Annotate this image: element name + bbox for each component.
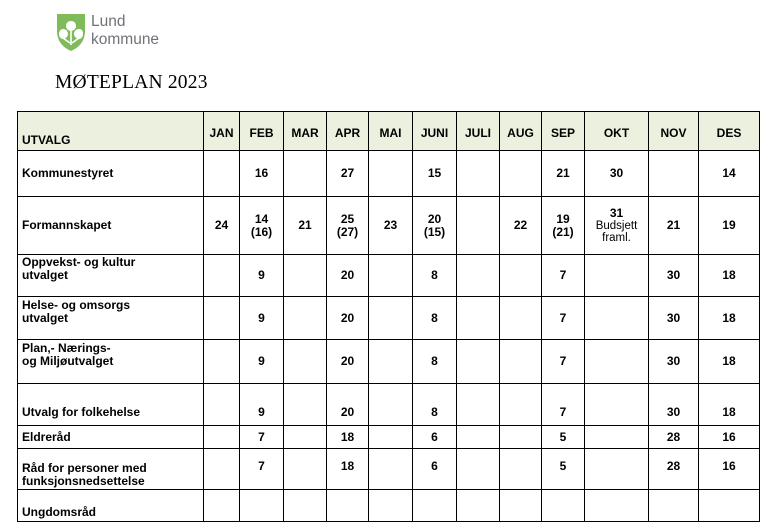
header-month: AUG	[500, 112, 542, 151]
meeting-date: 6	[413, 449, 457, 490]
committee-name	[18, 449, 204, 490]
meeting-date: 22	[500, 197, 542, 255]
meeting-date: 24	[204, 197, 240, 255]
meeting-date	[500, 490, 542, 522]
municipal-shield-icon	[54, 11, 88, 53]
committee-name: Ungdomsråd	[18, 490, 204, 522]
committee-name: Utvalg for folkehelse	[18, 384, 204, 426]
meeting-date	[649, 151, 699, 197]
meeting-date: 31	[609, 206, 624, 220]
meeting-date	[204, 490, 240, 522]
meeting-date: 7	[542, 297, 585, 340]
committee-name-line: utvalget	[22, 268, 69, 282]
meeting-date: 8	[413, 384, 457, 426]
meeting-date: 7	[542, 384, 585, 426]
logo-wordmark	[91, 13, 159, 49]
committee-name-line: og Miljøutvalget	[22, 354, 114, 368]
meeting-date: 6	[413, 426, 457, 449]
meeting-date	[585, 297, 649, 340]
table-row	[18, 255, 760, 297]
meeting-date: 16	[699, 449, 760, 490]
meeting-date: 8	[413, 255, 457, 297]
meeting-date	[284, 297, 327, 340]
meeting-date	[327, 490, 369, 522]
meeting-date: 20	[327, 297, 369, 340]
meeting-date: 19	[556, 211, 570, 226]
meeting-date	[457, 449, 500, 490]
meeting-date-cell	[413, 197, 457, 255]
header-utvalg: UTVALG	[18, 112, 204, 151]
committee-name-line: utvalget	[22, 311, 69, 325]
header-month: DES	[699, 112, 760, 151]
header-month: SEP	[542, 112, 585, 151]
meeting-date	[284, 340, 327, 384]
meeting-date: 18	[699, 340, 760, 384]
committee-name: Eldreråd	[18, 426, 204, 449]
meeting-date	[369, 426, 413, 449]
meeting-date: 7	[542, 255, 585, 297]
meeting-date	[369, 384, 413, 426]
table-row	[18, 197, 760, 255]
meeting-date: 30	[649, 384, 699, 426]
meeting-date: 7	[542, 340, 585, 384]
meeting-date	[204, 151, 240, 197]
meeting-date	[585, 340, 649, 384]
meeting-date: 18	[327, 449, 369, 490]
meeting-date-cell	[542, 197, 585, 255]
meeting-date	[204, 297, 240, 340]
meeting-date: 30	[585, 151, 649, 197]
meeting-date	[204, 426, 240, 449]
table-row	[18, 490, 760, 522]
meeting-date: 28	[649, 449, 699, 490]
meeting-date: 18	[699, 384, 760, 426]
committee-name-line: Plan,- Nærings-	[22, 341, 111, 355]
meeting-date: 15	[413, 151, 457, 197]
committee-name-line: Råd for personer med	[22, 461, 147, 475]
meeting-date	[369, 340, 413, 384]
meeting-date	[240, 490, 284, 522]
meeting-date: 21	[542, 151, 585, 197]
meeting-date	[585, 490, 649, 522]
committee-name: Kommunestyret	[18, 151, 204, 197]
meeting-date	[585, 449, 649, 490]
meeting-date	[284, 151, 327, 197]
meeting-schedule-table	[17, 111, 760, 522]
header-month: JUNI	[413, 112, 457, 151]
meeting-date: 5	[542, 449, 585, 490]
meeting-date	[457, 340, 500, 384]
meeting-date: 23	[369, 197, 413, 255]
meeting-date-cell	[585, 197, 649, 255]
committee-name	[18, 340, 204, 384]
meeting-date	[500, 255, 542, 297]
meeting-date-cell	[327, 197, 369, 255]
committee-name: Formannskapet	[18, 197, 204, 255]
meeting-date	[413, 490, 457, 522]
meeting-date	[542, 490, 585, 522]
committee-name-line: funksjonsnedsettelse	[22, 474, 145, 488]
table-row	[18, 384, 760, 426]
meeting-date: 18	[327, 426, 369, 449]
meeting-date: 30	[649, 340, 699, 384]
table-row	[18, 151, 760, 197]
meeting-date	[369, 255, 413, 297]
meeting-date	[457, 197, 500, 255]
meeting-date	[369, 297, 413, 340]
meeting-date	[457, 255, 500, 297]
meeting-date: 16	[240, 151, 284, 197]
meeting-date: 9	[240, 297, 284, 340]
meeting-date	[369, 449, 413, 490]
meeting-date	[699, 490, 760, 522]
header-month: MAR	[284, 112, 327, 151]
meeting-date	[457, 426, 500, 449]
logo-line-2: kommune	[91, 31, 160, 48]
table-row	[18, 449, 760, 490]
meeting-date: 28	[649, 426, 699, 449]
meeting-date: 30	[649, 297, 699, 340]
meeting-date: 5	[542, 426, 585, 449]
header-month: APR	[327, 112, 369, 151]
meeting-date	[284, 384, 327, 426]
meeting-date: 20	[327, 384, 369, 426]
meeting-date	[500, 449, 542, 490]
meeting-date	[585, 426, 649, 449]
meeting-date: 20	[327, 340, 369, 384]
meeting-date	[457, 490, 500, 522]
committee-name-line: Oppvekst- og kultur	[22, 255, 136, 269]
meeting-date: 8	[413, 340, 457, 384]
header-row	[18, 112, 760, 151]
meeting-date: 9	[240, 255, 284, 297]
meeting-date: 20	[427, 211, 442, 226]
meeting-date	[457, 151, 500, 197]
meeting-date	[500, 297, 542, 340]
budget-note: Budsjett	[595, 220, 638, 232]
meeting-date	[284, 255, 327, 297]
meeting-date: 9	[240, 384, 284, 426]
lund-kommune-logo	[54, 11, 204, 55]
meeting-date	[204, 340, 240, 384]
meeting-date: 8	[413, 297, 457, 340]
meeting-date: 19	[699, 197, 760, 255]
committee-name-line: Helse- og omsorgs	[22, 298, 131, 312]
committee-name	[18, 297, 204, 340]
budget-note: framl.	[602, 232, 631, 244]
meeting-date	[500, 151, 542, 197]
meeting-date: 21	[649, 197, 699, 255]
meeting-date: 27	[327, 151, 369, 197]
meeting-date: 25	[340, 211, 355, 226]
meeting-date	[457, 297, 500, 340]
meeting-date	[649, 490, 699, 522]
table-row	[18, 340, 760, 384]
meeting-date	[500, 340, 542, 384]
meeting-date	[284, 426, 327, 449]
meeting-date: 9	[240, 340, 284, 384]
meeting-date: 16	[699, 426, 760, 449]
meeting-date: 20	[327, 255, 369, 297]
meeting-date	[204, 255, 240, 297]
meeting-date: 14	[699, 151, 760, 197]
meeting-date-alt: (15)	[423, 224, 446, 239]
meeting-date-cell	[240, 197, 284, 255]
meeting-date	[369, 490, 413, 522]
header-month: JULI	[457, 112, 500, 151]
meeting-date-alt: (27)	[336, 224, 359, 239]
meeting-date	[457, 384, 500, 426]
meeting-date: 18	[699, 297, 760, 340]
meeting-date	[500, 426, 542, 449]
meeting-date	[204, 384, 240, 426]
meeting-date	[284, 490, 327, 522]
meeting-date: 30	[649, 255, 699, 297]
meeting-date	[585, 255, 649, 297]
meeting-date: 14	[254, 211, 269, 226]
page-title: MØTEPLAN 2023	[55, 72, 208, 93]
meeting-date: 21	[284, 197, 327, 255]
meeting-date	[500, 384, 542, 426]
meeting-date: 7	[240, 449, 284, 490]
meeting-date-alt: (21)	[552, 224, 574, 239]
meeting-date: 18	[699, 255, 760, 297]
meeting-date	[284, 449, 327, 490]
table-row	[18, 297, 760, 340]
committee-name	[18, 255, 204, 297]
meeting-date	[585, 384, 649, 426]
header-month: MAI	[369, 112, 413, 151]
header-month: FEB	[240, 112, 284, 151]
header-month: JAN	[204, 112, 240, 151]
meeting-date	[204, 449, 240, 490]
header-month: OKT	[585, 112, 649, 151]
table-row	[18, 426, 760, 449]
meeting-date-alt: (16)	[250, 224, 273, 239]
meeting-date: 7	[240, 426, 284, 449]
logo-line-1: Lund	[91, 13, 126, 30]
header-month: NOV	[649, 112, 699, 151]
meeting-date	[369, 151, 413, 197]
